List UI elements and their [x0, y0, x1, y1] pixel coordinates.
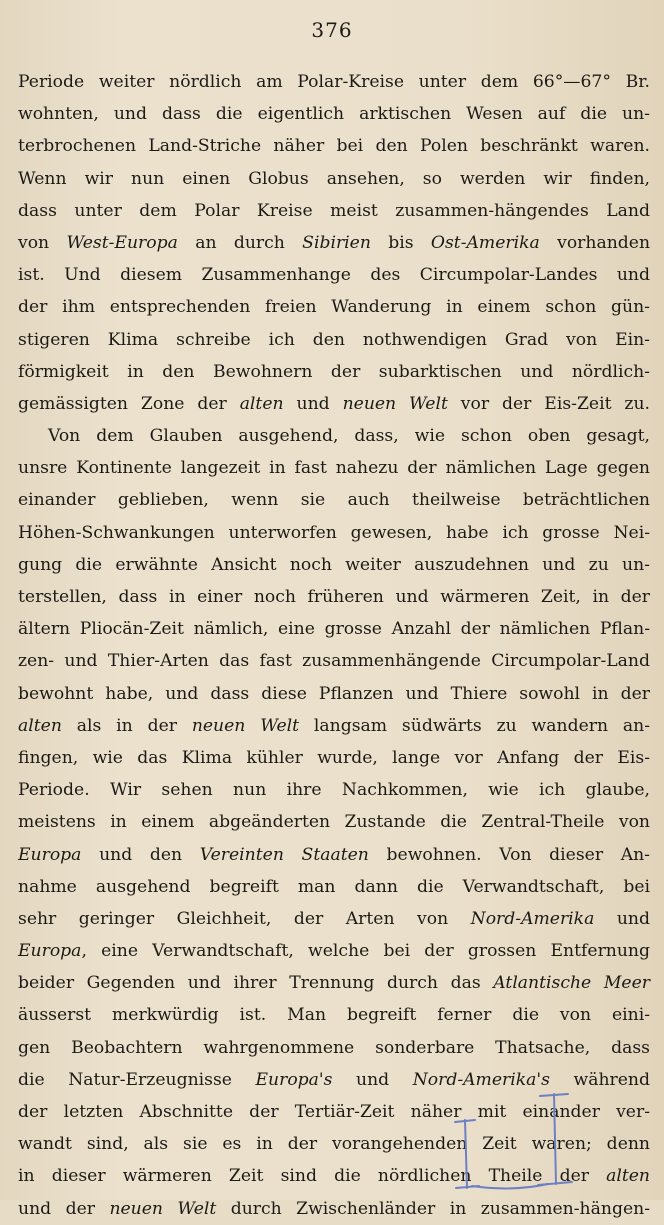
text-run: Von dem Glauben ausgehend, dass, wie schon oben gesagt,: [48, 426, 650, 447]
text-run: und: [332, 1069, 413, 1090]
text-line: [18, 871, 650, 903]
text-line: [18, 66, 650, 98]
text-run: zen- und Thier-Arten das fast zusammenhängende Circumpolar-Land: [18, 651, 650, 672]
text-line: [18, 742, 650, 774]
text-line: [18, 903, 650, 935]
text-line: [18, 645, 650, 677]
text-run: vor der Eis-Zeit zu.: [447, 393, 650, 414]
text-line: [18, 420, 650, 452]
text-line: [18, 356, 650, 388]
text-run: langsam südwärts zu wandern an-: [299, 715, 651, 736]
text-run: , eine Verwandtschaft, welche bei der grossen Entfernung: [81, 941, 650, 962]
text-line: [18, 259, 650, 291]
italic-text: Vereinten Staaten: [199, 844, 369, 865]
text-run: als in der: [61, 715, 192, 736]
text-run: bis: [370, 232, 431, 253]
text-run: ist. Und diesem Zusammenhange des Circumpolar-Landes und: [18, 265, 650, 286]
text-run: terbrochenen Land-Striche näher bei den Polen beschränkt waren.: [18, 136, 650, 157]
text-run: fingen, wie das Klima kühler wurde, lange vor Anfang der Eis-: [18, 747, 650, 768]
text-run: von: [18, 232, 67, 253]
text-run: beider Gegenden und ihrer Trennung durch das: [18, 973, 494, 994]
text-line: [18, 678, 650, 710]
italic-text: Atlantische Meer: [493, 973, 650, 994]
italic-text: alten: [239, 393, 284, 414]
text-run: und den: [81, 844, 200, 865]
text-line: [18, 839, 650, 871]
text-line: [18, 549, 650, 581]
page-number: 376: [311, 18, 353, 42]
text-line: [18, 806, 650, 838]
text-run: dass unter dem Polar Kreise meist zusammen-hängendes Land: [18, 200, 650, 221]
text-run: bewohnen. Von dieser An-: [368, 844, 650, 865]
text-line: [18, 581, 650, 613]
text-line: [18, 484, 650, 516]
text-line: [18, 710, 650, 742]
text-run: Höhen-Schwankungen unterworfen gewesen, habe ich grosse Nei-: [18, 522, 650, 543]
text-run: an durch: [177, 232, 303, 253]
italic-text: neuen Welt: [191, 715, 300, 736]
text-line: [18, 98, 650, 130]
text-run: gemässigten Zone der: [18, 393, 240, 414]
text-run: sehr geringer Gleichheit, der Arten von: [18, 908, 471, 929]
text-line: [18, 388, 650, 420]
text-line: [18, 935, 650, 967]
italic-text: West-Europa: [66, 232, 178, 253]
text-run: förmigkeit in den Bewohnern der subarktischen und nördlich-: [18, 361, 650, 382]
text-run: meistens in einem abgeänderten Zustande die Zentral-Theile von: [18, 812, 650, 833]
text-run: vorhanden: [539, 232, 651, 253]
text-run: Periode weiter nördlich am Polar-Kreise unter dem 66°—67° Br.: [18, 72, 650, 92]
text-run: während: [549, 1069, 650, 1090]
text-run: nahme ausgehend begreift man dann die Verwandtschaft, bei: [18, 876, 650, 897]
text-run: Periode. Wir sehen nun ihre Nachkommen, wie ich glaube,: [18, 780, 650, 801]
text-run: in dieser wärmeren Zeit sind die nördlichen Theile der: [18, 1166, 607, 1187]
text-line: [18, 324, 650, 356]
text-run: terstellen, dass in einer noch früheren und wärmeren Zeit, in der: [18, 587, 650, 607]
text-run: einander geblieben, wenn sie auch theilweise beträchtlichen: [18, 490, 650, 511]
text-run: gen Beobachtern wahrgenommene sonderbare Thatsache, dass: [18, 1037, 650, 1058]
italic-text: alten: [18, 715, 62, 736]
text-run: äusserst merkwürdig ist. Man begreift ferner die von eini-: [18, 1005, 650, 1026]
text-run: Wenn wir nun einen Globus ansehen, so werden wir finden,: [18, 168, 650, 189]
text-line: [18, 1032, 650, 1064]
text-run: bewohnt habe, und dass diese Pflanzen und Thiere sowohl in der: [18, 683, 650, 704]
text-run: ältern Pliocän-Zeit nämlich, eine grosse Anzahl der nämlichen Pflan-: [18, 619, 650, 640]
body-text: [18, 66, 650, 1225]
text-run: gung die erwähnte Ansicht noch weiter auszudehnen und zu un-: [18, 554, 650, 575]
italic-text: Europa's: [255, 1069, 333, 1090]
text-line: [18, 774, 650, 806]
italic-text: Europa: [18, 844, 82, 865]
italic-text: neuen Welt: [109, 1198, 217, 1219]
text-line: [18, 1160, 650, 1192]
text-run: wandt sind, als sie es in der vorangehenden Zeit waren; denn: [18, 1134, 650, 1155]
italic-text: Europa: [18, 941, 82, 962]
text-line: [18, 195, 650, 227]
text-line: [18, 1064, 650, 1096]
text-run: durch Zwischenländer in zusammen-hängen-: [216, 1198, 650, 1219]
text-line: [18, 517, 650, 549]
text-line: [18, 1193, 650, 1225]
text-run: wohnten, und dass die eigentlich arktischen Wesen auf die un-: [18, 104, 650, 125]
text-line: [18, 452, 650, 484]
text-run: der ihm entsprechenden freien Wanderung in einem schon gün-: [18, 297, 650, 318]
text-line: [18, 1096, 650, 1128]
text-line: [18, 999, 650, 1031]
text-run: der letzten Abschnitte der Tertiär-Zeit näher mit einander ver-: [18, 1102, 650, 1122]
text-run: und: [594, 908, 650, 929]
text-line: [18, 291, 650, 323]
italic-text: Nord-Amerika: [470, 908, 595, 929]
text-line: [18, 613, 650, 645]
text-run: die Natur-Erzeugnisse: [18, 1069, 256, 1090]
text-line: [18, 967, 650, 999]
italic-text: alten: [606, 1166, 650, 1187]
text-run: unsre Kontinente langezeit in fast nahezu der nämlichen Lage gegen: [18, 458, 650, 479]
italic-text: Nord-Amerika's: [412, 1069, 550, 1090]
italic-text: Ost-Amerika: [430, 232, 540, 253]
italic-text: neuen Welt: [342, 393, 448, 414]
text-run: und der: [18, 1198, 110, 1219]
text-run: stigeren Klima schreibe ich den nothwendigen Grad von Ein-: [18, 329, 650, 350]
text-line: [18, 1128, 650, 1160]
text-line: [18, 163, 650, 195]
text-line: [18, 227, 650, 259]
italic-text: Sibirien: [302, 232, 371, 253]
text-run: und: [283, 393, 343, 414]
text-line: [18, 130, 650, 162]
